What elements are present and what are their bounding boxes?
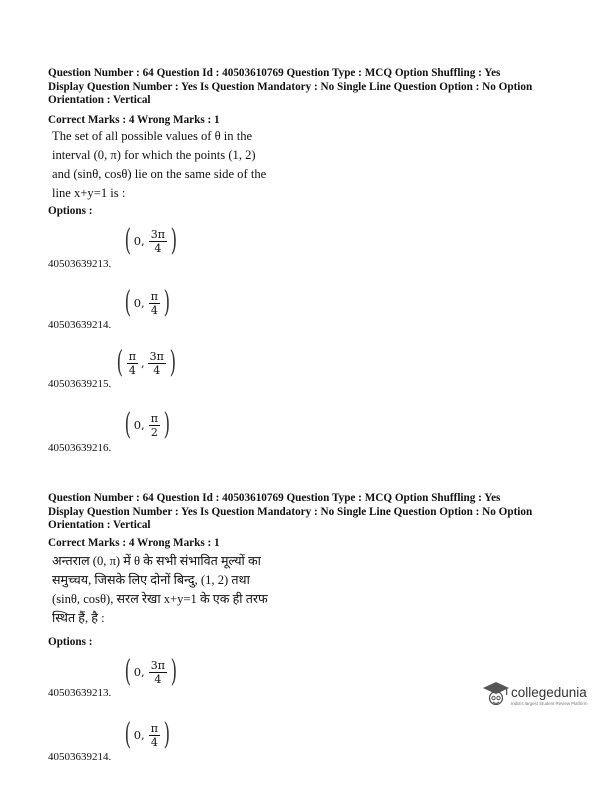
q2-question-text xyxy=(52,552,582,628)
option-id: 40503639216. xyxy=(48,442,112,454)
q1-options-label: Options : xyxy=(48,205,93,217)
q1-question-text xyxy=(52,127,582,203)
option-id: 40503639213. xyxy=(48,687,112,699)
option-math: ( 0, $\frac{\pi}{4}$ ) xyxy=(124,717,171,752)
logo-brand: collegedunia xyxy=(511,684,587,700)
q1-meta xyxy=(48,67,578,108)
q2-meta-line3: Orientation : Vertical xyxy=(48,519,151,532)
q1-meta-line2: Display Question Number : Yes Is Question Mandatory : No Single Line Question Option : No Option xyxy=(48,80,533,93)
q2-meta-line2: Display Question Number : Yes Is Question Mandatory : No Single Line Question Option : No Option xyxy=(48,505,533,518)
option-math: ( 0, $\frac{\pi}{4}$ ) xyxy=(124,285,171,320)
logo-tagline: India's largest Student Review Platform xyxy=(511,700,588,706)
q1-text-line: interval (0, π) for which the points (1, 2) xyxy=(52,148,256,162)
q2-text-line: अन्तराल (0, π) में θ के सभी संभावित मूल्यों का xyxy=(52,554,261,568)
q2-text-line: (sinθ, cosθ), सरल रेखा x+y=1 के एक ही तरफ xyxy=(52,592,268,606)
q1-text-line: and (sinθ, cosθ) lie on the same side of the xyxy=(52,167,267,181)
option-id: 40503639213. xyxy=(48,258,112,270)
q1-option-1[interactable] xyxy=(48,224,248,282)
q2-option-2[interactable] xyxy=(48,718,248,776)
graduate-icon xyxy=(482,680,510,710)
q1-text-line: The set of all possible values of θ in the xyxy=(52,129,253,143)
q1-option-3[interactable] xyxy=(48,346,248,404)
collegedunia-logo xyxy=(482,680,588,710)
option-math: ( 0, $\frac{\pi}{2}$ ) xyxy=(124,407,171,442)
q1-meta-line3: Orientation : Vertical xyxy=(48,94,151,107)
q2-text-line: समुच्चय, जिसके लिए दोनों बिन्दु, (1, 2) तथा xyxy=(52,573,250,587)
q1-option-4[interactable] xyxy=(48,408,248,466)
q2-meta xyxy=(48,492,578,533)
option-id: 40503639214. xyxy=(48,751,112,763)
option-math: ( $\frac{\pi}{4}$ , $\frac{3\pi}{4}$ ) xyxy=(116,345,176,380)
q2-marks: Correct Marks : 4 Wrong Marks : 1 xyxy=(48,537,220,549)
q2-option-1[interactable] xyxy=(48,655,248,713)
q1-text-line: line x+y=1 is : xyxy=(52,186,126,200)
q1-marks: Correct Marks : 4 Wrong Marks : 1 xyxy=(48,114,220,126)
option-math: ( 0, $\frac{3\pi}{4}$ ) xyxy=(124,223,178,258)
option-id: 40503639215. xyxy=(48,378,112,390)
q2-options-label: Options : xyxy=(48,636,93,648)
q1-meta-line1: Question Number : 64 Question Id : 40503610769 Question Type : MCQ Option Shuffling : Yes xyxy=(48,67,501,79)
q1-option-2[interactable] xyxy=(48,286,248,344)
option-id: 40503639214. xyxy=(48,319,112,331)
q2-meta-line1: Question Number : 64 Question Id : 40503610769 Question Type : MCQ Option Shuffling : Yes xyxy=(48,492,501,504)
q2-text-line: स्थित हैं, है : xyxy=(52,611,105,625)
option-math: ( 0, $\frac{3\pi}{4}$ ) xyxy=(124,654,178,689)
